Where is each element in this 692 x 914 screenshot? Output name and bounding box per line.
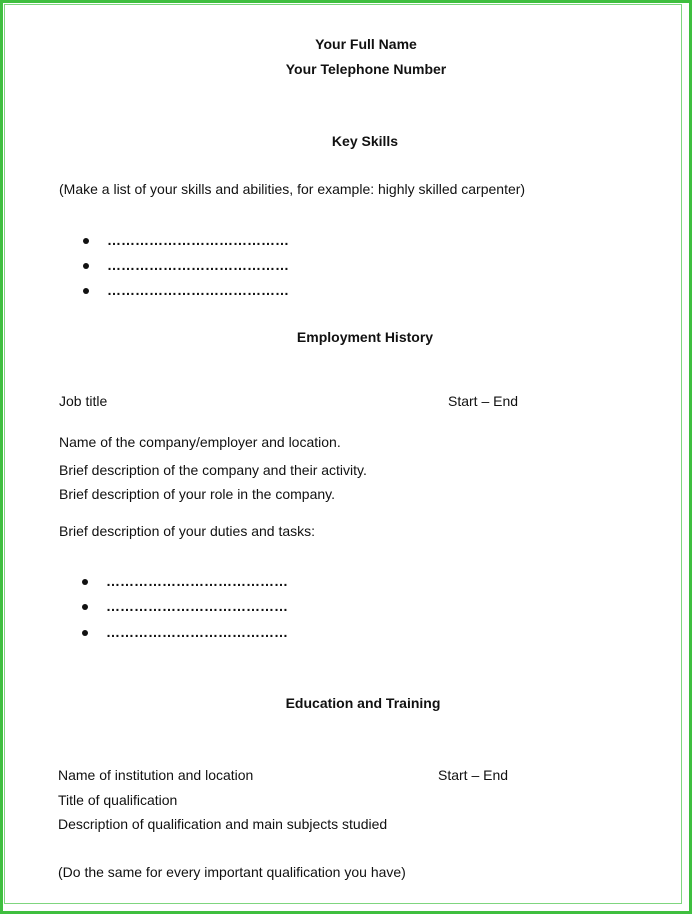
duty-placeholder: ………………………………… [106, 624, 288, 640]
employment-history-heading: Employment History [296, 329, 434, 345]
skill-placeholder: ………………………………… [107, 257, 289, 273]
company-line: Name of the company/employer and location. [59, 434, 341, 450]
institution-line: Name of institution and location [58, 767, 254, 783]
role-description: Brief description of your role in the company. [59, 486, 335, 502]
duties-label: Brief description of your duties and tasks: [59, 523, 316, 539]
job-title: Job title [59, 393, 108, 409]
education-dates: Start – End [438, 767, 509, 783]
telephone-number: Your Telephone Number [285, 61, 447, 77]
bullet-icon [82, 604, 88, 610]
skill-placeholder: ………………………………… [107, 282, 289, 298]
education-heading: Education and Training [285, 695, 441, 711]
qualification-note: (Do the same for every important qualification you have) [58, 864, 406, 880]
skill-placeholder: ………………………………… [107, 232, 289, 248]
bullet-icon [83, 238, 89, 244]
company-description: Brief description of the company and their activity. [59, 462, 367, 478]
duty-placeholder: ………………………………… [106, 573, 288, 589]
full-name: Your Full Name [315, 36, 417, 52]
key-skills-instruction: (Make a list of your skills and abilities, for example: highly skilled carpenter) [59, 181, 526, 197]
employment-dates: Start – End [448, 393, 519, 409]
bullet-icon [83, 263, 89, 269]
qualification-description: Description of qualification and main subjects studied [58, 816, 388, 832]
bullet-icon [83, 288, 89, 294]
bullet-icon [82, 630, 88, 636]
bullet-icon [82, 579, 88, 585]
qualification-title: Title of qualification [58, 792, 178, 808]
duty-placeholder: ………………………………… [106, 598, 288, 614]
key-skills-heading: Key Skills [331, 133, 399, 149]
